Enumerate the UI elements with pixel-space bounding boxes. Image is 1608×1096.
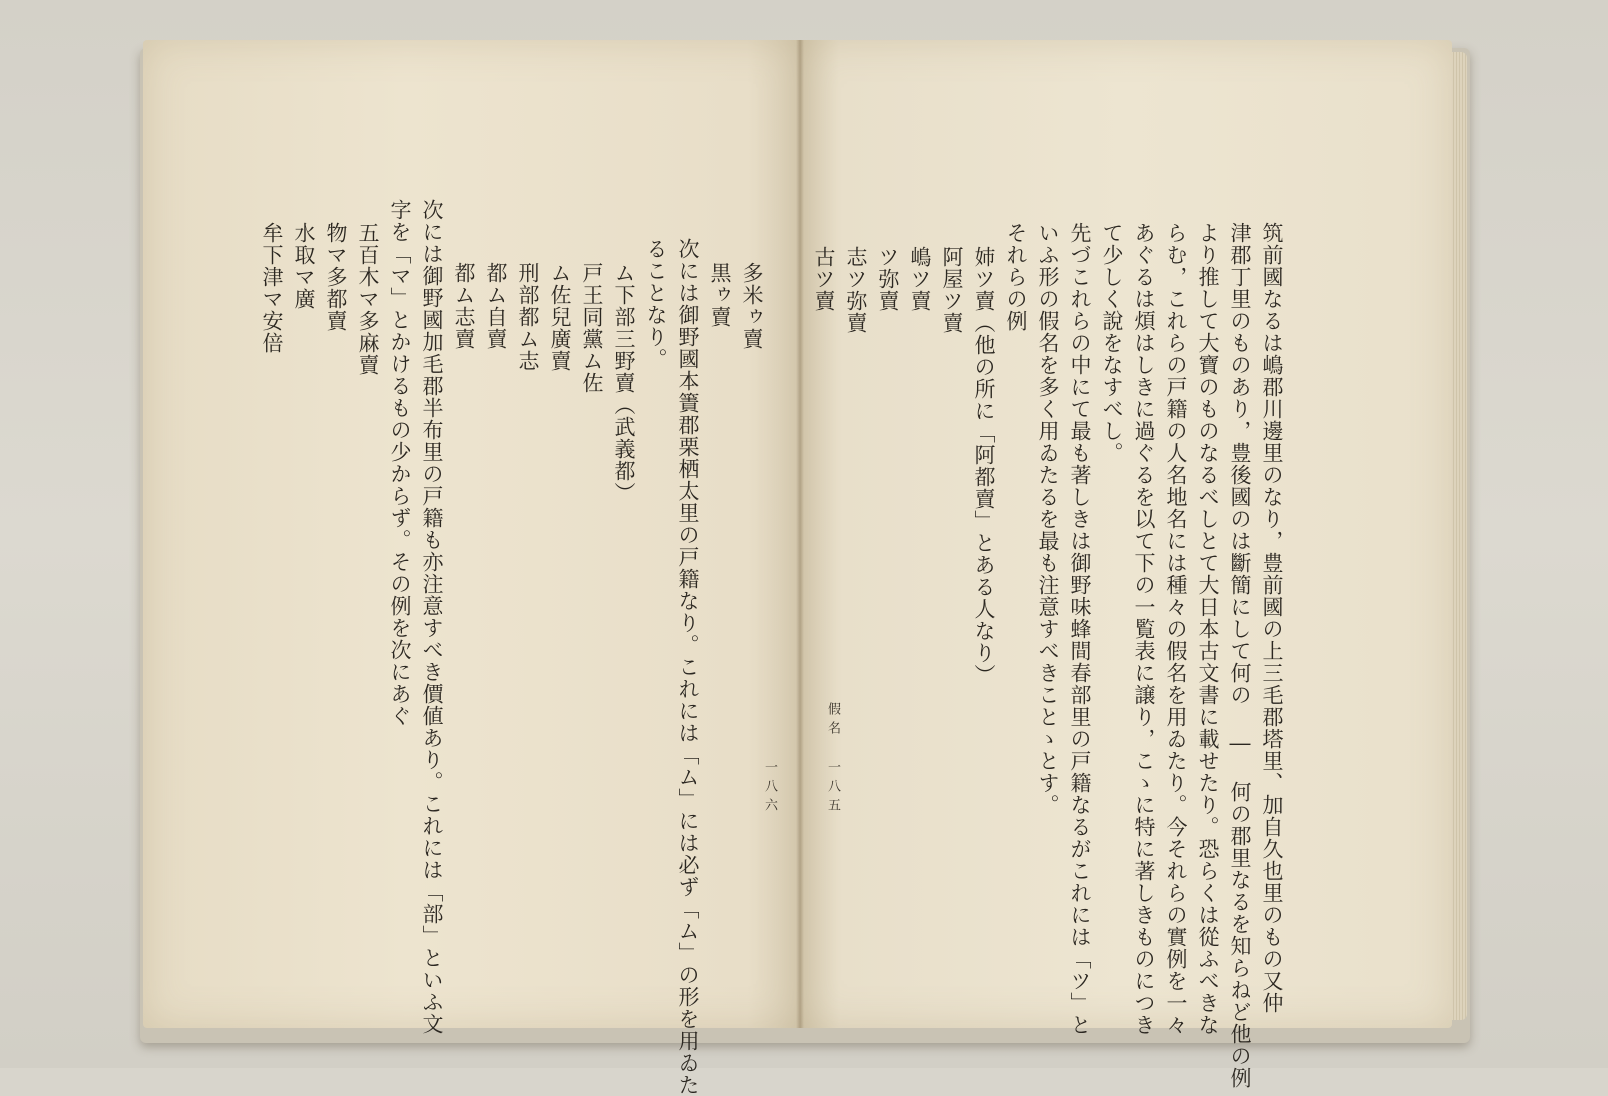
right-line-10: 姉ツ賣（他の所に「阿都賣」とある人なり） bbox=[972, 246, 996, 686]
right-line-11: 阿屋ツ賣 bbox=[940, 246, 964, 334]
right-line-13: ツ弥賣 bbox=[876, 246, 900, 312]
left-line-3: 次には御野國本簀郡栗栖太里の戸籍なり。これには「ム」には必ず「ム」の形を用ゐた bbox=[676, 238, 700, 1096]
left-line-8: 刑部都ム志 bbox=[516, 262, 540, 372]
left-line-4: ることなり。 bbox=[644, 238, 668, 370]
right-line-15: 古ツ賣 bbox=[812, 246, 836, 312]
book-gutter bbox=[796, 40, 804, 1028]
left-line-7: ム佐兒廣賣 bbox=[548, 262, 572, 372]
right-line-2: 津郡丁里のものあり，豊後國のは斷簡にして何の ― 何の郡里なるを知らねど他の例 bbox=[1228, 222, 1252, 1089]
right-line-9: それらの例 bbox=[1004, 222, 1028, 332]
left-line-11: 次には御野國加毛郡半布里の戸籍も亦注意すべき價値あり。これには「部」といふ文 bbox=[420, 199, 444, 1035]
running-header: 假名 bbox=[825, 702, 840, 740]
right-line-14: 志ツ弥賣 bbox=[844, 246, 868, 334]
right-line-7: 先づこれらの中にて最も著しきは御野味蜂間春部里の戸籍なるがこれには「ツ」と bbox=[1068, 222, 1092, 1036]
left-line-5: ム下部三野賣（武義都） bbox=[612, 262, 636, 504]
left-line-6: 戸王同黨ム佐 bbox=[580, 262, 604, 394]
right-line-5: あぐるは煩はしきに過ぐるを以て下の一覧表に譲り，こゝに特に著しきものにつき bbox=[1132, 222, 1156, 1036]
right-line-12: 嶋ツ賣 bbox=[908, 246, 932, 312]
right-page bbox=[800, 40, 1452, 1028]
left-line-12: 字を「マ」とかけるもの少からず。その例を次にあぐ bbox=[388, 199, 412, 727]
right-line-6: て少しく說をなすべし。 bbox=[1100, 222, 1124, 464]
right-line-8: いふ形の假名を多く用ゐたるを最も注意すべきことゝとす。 bbox=[1036, 222, 1060, 816]
left-line-2: 黒ゥ賣 bbox=[708, 262, 732, 328]
left-line-9: 都ム自賣 bbox=[484, 262, 508, 350]
left-line-14: 物マ多都賣 bbox=[324, 222, 348, 332]
left-line-1: 多米ゥ賣 bbox=[740, 262, 764, 350]
right-line-1: 筑前國なるは嶋郡川邊里のなり，豊前國の上三毛郡塔里、加自久也里のもの又仲 bbox=[1260, 222, 1284, 1014]
left-line-16: 牟下津マ安倍 bbox=[260, 222, 284, 354]
left-page-number: 一八六 bbox=[762, 760, 777, 817]
left-line-13: 五百木マ多麻賣 bbox=[356, 222, 380, 376]
right-line-4: らむ，これらの戸籍の人名地名には種々の假名を用ゐたり。今それらの實例を一々 bbox=[1164, 222, 1188, 1036]
right-line-3: より推して大寶のものなるべしとて大日本古文書に載せたり。恐らくは從ふべきな bbox=[1196, 222, 1220, 1036]
right-page-number: 一八五 bbox=[825, 760, 840, 817]
left-line-15: 水取マ廣 bbox=[292, 222, 316, 310]
left-line-10: 都ム志賣 bbox=[452, 262, 476, 350]
